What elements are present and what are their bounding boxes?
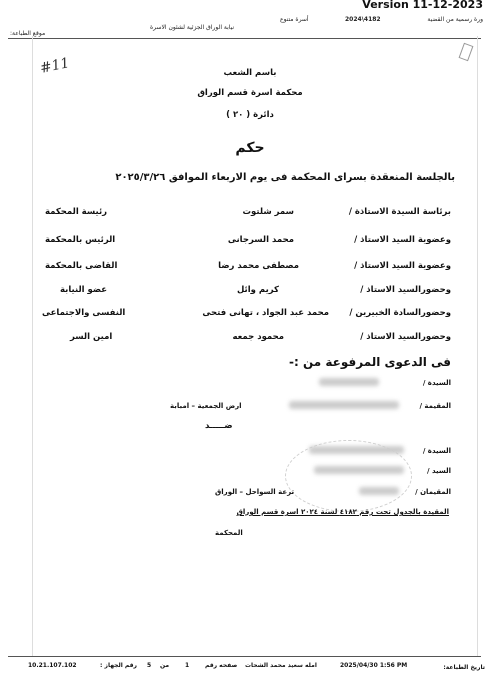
panel-name: مصطفى محمد رضا	[218, 261, 299, 271]
panel-role: برئاسة السيدة الاستاذة /	[348, 207, 451, 217]
plaintiff-lady-label: السيدة /	[422, 379, 451, 387]
print-location-label: موقع الطباعة:	[10, 30, 46, 37]
versus-word: ضـــــد	[205, 421, 233, 431]
panel-title: عضو النيابة	[60, 285, 108, 295]
employee-name: امله سعيد محمد الشحات	[245, 662, 317, 669]
print-date-label: تاريخ الطباعة:	[443, 664, 485, 671]
panel-title: القاضى بالمحكمة	[45, 261, 118, 271]
defendant-lady-label: السيدة /	[422, 447, 451, 455]
panel-role: وحضورالسادة الخبيرين /	[349, 308, 451, 318]
panel-title: الرئيس بالمحكمة	[45, 235, 116, 245]
court-word: المحكمة	[215, 529, 243, 537]
case-heading: فى الدعوى المرفوعة من :-	[289, 355, 451, 369]
prosecution-name: نيابة الوراق الجزئية لشئون الاسرة	[150, 24, 235, 31]
redacted-address	[289, 401, 399, 409]
panel-name: محمد السرجانى	[227, 235, 294, 245]
registration-line: المقيدة بالجدول تحت رقم ٤١٨٢ لسنة ٢٠٢٤ اسرة قسم الوراق	[236, 508, 449, 516]
handwritten-number: #11	[38, 55, 71, 77]
print-datetime: 2025/04/30 1:56 PM	[340, 662, 408, 669]
panel-name: محمود جمعه	[232, 332, 284, 342]
device-ip: 10.21.107.102	[28, 662, 77, 669]
page-total: 5	[147, 662, 152, 669]
panel-name: محمد عبد الجواد ، تهانى فتحى	[202, 308, 329, 318]
verdict-title: حكم	[235, 140, 265, 156]
of-label: من	[160, 662, 170, 669]
defendant-residents-value: ترعة السواحل – الوراق	[215, 488, 295, 496]
panel-role: وحضورالسيد الاستاذ /	[360, 332, 451, 342]
panel-role: وحضورالسيد الاستاذ /	[360, 285, 451, 295]
panel-title: رئيسة المحكمة	[45, 207, 108, 217]
page-label: صفحه رقم	[205, 662, 238, 669]
redacted-name	[314, 466, 404, 474]
panel-role: وعضوية السيد الاستاذ /	[354, 261, 451, 271]
in-name-of-people: باسم الشعب	[223, 68, 277, 78]
defendant-residents-label: المقيمان /	[415, 488, 451, 496]
version-label: Version 11-12-2023	[362, 0, 483, 11]
device-label: رقم الجهاز :	[100, 662, 137, 669]
court-name: محكمة اسرة قسم الوراق	[197, 88, 303, 98]
plaintiff-residence-value: ارض الجمعية – امبابة	[170, 402, 242, 410]
panel-title: النفسى والاجتماعى	[42, 308, 126, 318]
case-category: أسرة متنوع	[280, 16, 309, 23]
page-frame	[32, 36, 478, 656]
plaintiff-residence-label: المقيمة /	[419, 402, 451, 410]
document-type: ورة رسمية من القضية	[427, 16, 483, 23]
panel-title: امين السر	[70, 332, 113, 342]
footer-rule	[8, 656, 481, 657]
session-line: بالجلسة المنعقدة بسراى المحكمة فى يوم الاربعاء الموافق ٢٠٢٥/٣/٢٦	[115, 172, 455, 183]
panel-name: كريم وائل	[236, 285, 279, 295]
page-number: 1	[185, 662, 190, 669]
circuit-number: دائرة ( ٢٠ )	[226, 110, 274, 120]
case-number: 2024\4182	[345, 16, 381, 23]
redacted-name	[319, 378, 379, 386]
panel-role: وعضوية السيد الاستاذ /	[354, 235, 451, 245]
panel-name: سمر شلتوت	[242, 207, 294, 217]
defendant-mr-label: السيد /	[426, 467, 451, 475]
redacted-address	[359, 487, 399, 495]
redacted-name	[309, 446, 404, 454]
